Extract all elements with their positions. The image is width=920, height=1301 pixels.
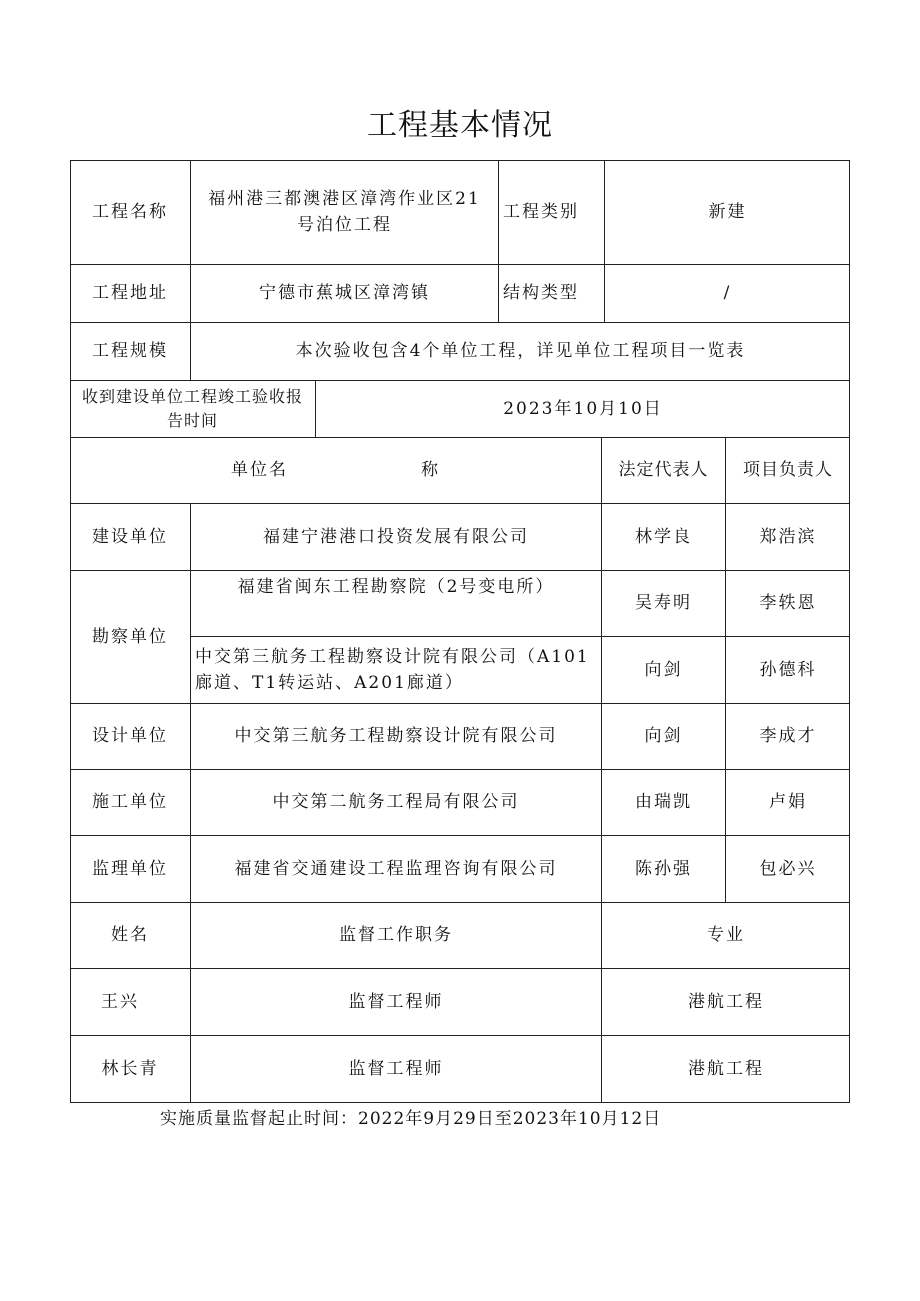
unit-name-header: 单位名 称 bbox=[231, 460, 440, 480]
survey-unit-1-legal: 吴寿明 bbox=[635, 593, 692, 613]
design-unit-lead: 李成才 bbox=[759, 726, 817, 746]
design-unit-role: 设计单位 bbox=[92, 726, 168, 746]
staff-name: 林长青 bbox=[101, 1059, 159, 1079]
staff-name: 王兴 bbox=[101, 991, 139, 1012]
project-lead-header: 项目负责人 bbox=[743, 460, 833, 480]
design-unit-name: 中交第三航务工程勘察设计院有限公司 bbox=[234, 726, 558, 746]
staff-duty-header: 监督工作职务 bbox=[339, 925, 453, 945]
construction-unit-name: 福建宁港港口投资发展有限公司 bbox=[263, 526, 529, 547]
project-name-label: 工程名称 bbox=[92, 202, 168, 222]
structure-type-value: / bbox=[723, 283, 732, 303]
construction-unit-lead: 郑浩滨 bbox=[759, 526, 817, 547]
staff-duty: 监督工程师 bbox=[348, 991, 444, 1012]
supervision-period: 实施质量监督起止时间：2022年9月29日至2023年10月12日 bbox=[160, 1109, 662, 1129]
staff-duty: 监督工程师 bbox=[348, 1059, 444, 1079]
project-category-label: 工程类别 bbox=[503, 202, 579, 222]
survey-unit-1-lead: 李轶恩 bbox=[759, 593, 817, 613]
report-time-label: 收到建设单位工程竣工验收报告时间 bbox=[81, 386, 303, 430]
page-title: 工程基本情况 bbox=[367, 108, 553, 143]
staff-specialty: 港航工程 bbox=[688, 1059, 764, 1079]
construction-unit-role: 建设单位 bbox=[92, 526, 168, 547]
build-unit-role: 施工单位 bbox=[92, 792, 168, 812]
construction-unit-legal: 林学良 bbox=[635, 526, 692, 547]
supervision-unit-legal: 陈孙强 bbox=[635, 858, 692, 879]
supervision-unit-name: 福建省交通建设工程监理咨询有限公司 bbox=[234, 858, 558, 879]
staff-specialty: 港航工程 bbox=[688, 991, 764, 1012]
project-address-value: 宁德市蕉城区漳湾镇 bbox=[259, 283, 430, 303]
project-scale-label: 工程规模 bbox=[92, 341, 168, 361]
structure-type-label: 结构类型 bbox=[503, 283, 579, 303]
project-address-label: 工程地址 bbox=[92, 283, 168, 303]
supervision-unit-role: 监理单位 bbox=[92, 858, 168, 879]
survey-unit-role: 勘察单位 bbox=[92, 626, 168, 647]
build-unit-legal: 由瑞凯 bbox=[635, 792, 692, 812]
survey-unit-1-name: 福建省闽东工程勘察院（2号变电所） bbox=[237, 577, 555, 597]
project-scale-value: 本次验收包含4个单位工程，详见单位工程项目一览表 bbox=[295, 341, 746, 361]
legal-rep-header: 法定代表人 bbox=[618, 460, 709, 480]
design-unit-legal: 向剑 bbox=[644, 726, 683, 746]
project-category-value: 新建 bbox=[708, 202, 747, 222]
supervision-unit-lead: 包必兴 bbox=[759, 858, 817, 879]
survey-unit-2-legal: 向剑 bbox=[644, 659, 683, 680]
build-unit-lead: 卢娟 bbox=[769, 792, 807, 812]
report-time-value: 2023年10月10日 bbox=[503, 398, 663, 419]
survey-unit-2-lead: 孙德科 bbox=[759, 659, 817, 680]
build-unit-name: 中交第二航务工程局有限公司 bbox=[272, 792, 520, 812]
survey-unit-2-name: 中交第三航务工程勘察设计院有限公司（A101廊道、T1转运站、A201廊道） bbox=[195, 646, 590, 693]
staff-name-header: 姓名 bbox=[111, 925, 149, 945]
project-name-value: 福州港三都澳港区漳湾作业区21号泊位工程 bbox=[208, 189, 481, 235]
staff-specialty-header: 专业 bbox=[707, 925, 745, 945]
